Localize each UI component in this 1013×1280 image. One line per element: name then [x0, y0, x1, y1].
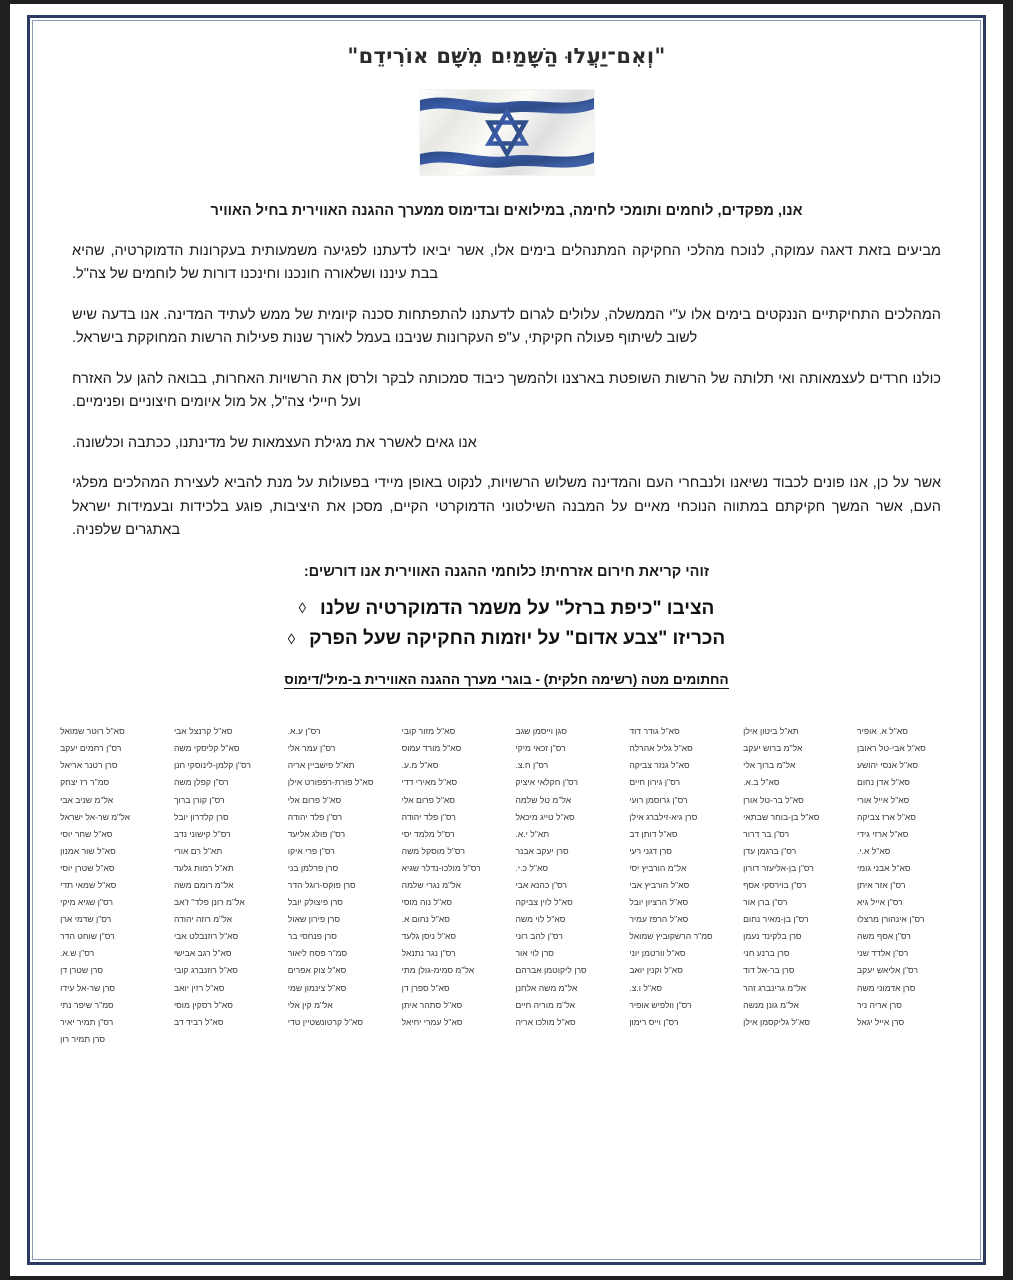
signature-name: רס"ן פלד יהודה [287, 811, 343, 822]
israeli-flag-icon [420, 90, 594, 175]
signature-name: אל"מ ברוך אלי [743, 760, 796, 771]
signature-name: רס"ן קורן ברוך [173, 794, 225, 805]
signature-name: רס"ן אסף משה [857, 931, 911, 942]
diamond-bullet-icon: ◊ [298, 599, 307, 617]
signature-name: סא"ל גליקסמן אילן [743, 1016, 810, 1027]
signature-name: רס"ן וולפיש אופיר [629, 999, 692, 1010]
lede-paragraph: אנו, מפקדים, לוחמים ותומכי לחימה, במילואים ובדימוס ממערך ההגנה האווירית בחיל האוויר [210, 203, 803, 219]
signature-name: רס"ל מוסקל משה [401, 845, 465, 856]
signature-name: סרן קלדרון יובל [173, 811, 229, 822]
signature-name: סא"ל שור אמנון [60, 845, 116, 856]
signature-name: סא"ל מזור קובי [401, 726, 456, 737]
signature-name: סא"ל רגב אבישי [173, 948, 232, 959]
signature-name: רס"ן פולג אליעד [287, 828, 346, 839]
signature-name: סא"ל קליסקי משה [173, 743, 240, 754]
signature-name: רס"ן זכאי מיקי [515, 743, 566, 754]
signature-name: רס"ן עמר אלי [287, 743, 336, 754]
signature-name: אל"מ גרינברג זהר [743, 982, 807, 993]
signature-name: סרן רטנר אריאל [60, 760, 118, 771]
signature-name: סא"ל רוזנבלט אבי [173, 931, 239, 942]
signature-name: סרן פוקס-רוגל הדר [287, 879, 356, 890]
signature-name: סא"ל רוזנברג קובי [173, 965, 238, 976]
signature-name: סא"ל נחום א. [401, 914, 450, 925]
signature-name: סמ"ר רז יצחק [60, 777, 110, 788]
signature-name: סרן ברנע חני [743, 948, 790, 959]
signature-column [60, 723, 156, 1048]
signature-name: סרן תמיר רון [60, 1033, 106, 1044]
body-paragraph-1: מביעים בזאת דאגה עמוקה, לנוכח מהלכי החקיקה המתנהלים בימים אלו, אשר יביאו לדעתנו לפגיעה משמעותית בעקרונות הדמוקרטיה, שהיא בבת עיננו ושלאורה חונכנו וחינכנו דורות של לוחמים של צה"ל. [72, 242, 941, 283]
signature-name: סא"ל וורטמן יוני [629, 948, 686, 959]
signature-name: סרן שטרן דן [60, 965, 104, 976]
signature-name: סרן פירון שאול [287, 914, 340, 925]
signature-name: אל"מ שר-אל ישראל [60, 811, 130, 822]
signature-name: סא"ל גודר דוד [629, 726, 680, 737]
signature-name: סרן פיצולק יובל [287, 897, 343, 908]
body-paragraph-4: אנו גאים לאשרר את מגילת העצמאות של מדינתנו, ככתבה וכלשונה. [72, 434, 477, 451]
signature-name: סא"ל טייג מיכאל [515, 811, 575, 822]
signature-name: רס"ן קלמן-לינוסקי חנן [173, 760, 251, 771]
diamond-bullet-icon: ◊ [287, 630, 296, 648]
signature-name: סא"ל רביד דב [173, 1016, 224, 1027]
signature-name: אל"מ רוזה יהודה [173, 914, 233, 925]
signature-name: סא"ל קרנצל אבי [173, 726, 233, 737]
signature-name: אל"מ סמימ-גולן מתי [401, 965, 475, 976]
signature-name: סא"ל מאירי דדי [401, 777, 458, 788]
signature-name: רס"ן בן-מאיר נחום [743, 914, 809, 925]
signature-name: סא"ל ספרן דן [401, 982, 450, 993]
signature-name: רס"ן ש.א. [60, 948, 95, 959]
signature-name: סא"ל אבני גומי [857, 862, 911, 873]
demand-text-1: הציבו "כיפת ברזל" על משמר הדמוקרטיה שלנו [320, 597, 715, 619]
signature-name: רס"ן אינהורן מרצלו [857, 914, 925, 925]
signature-name: סא"ל ארז צביקה [857, 811, 916, 822]
signature-name: רס"ן קפלן משה [173, 777, 229, 788]
signature-name: סא"ל אייל אורי [857, 794, 910, 805]
signature-name: סא"ל צוק אפרים [287, 965, 347, 976]
signature-name: רס"ן נגר נתנאל [401, 948, 456, 959]
signature-name: רס"ן ברן אור [743, 897, 788, 908]
signature-name: סא"ל דותן דב [629, 828, 678, 839]
signature-name: סא"ל מולכו אריה [515, 1016, 576, 1027]
signature-name: סרן אריה ניר [857, 999, 902, 1010]
signature-name: רס"ן חקלאי איציק [515, 777, 579, 788]
signature-name: סא"ל א.י. [857, 845, 891, 856]
signature-name: סא"ל סתהר איתן [401, 999, 463, 1010]
signature-name: סא"ל לוין צביקה [515, 897, 573, 908]
signature-name: רס"ן גרוסמן רועי [629, 794, 688, 805]
signature-list [54, 723, 959, 1048]
signature-name: סא"ל נוה מוסי [401, 897, 453, 908]
signature-name: סרן דגני רעי [629, 845, 672, 856]
demand-item-1 [54, 594, 959, 625]
signatures-heading-text: החתומים מטה (רשימה חלקית) - בוגרי מערך ההגנה האווירית ב-מיל'/דימוס [284, 672, 729, 688]
signature-name: סא"ל ארזי גידי [857, 828, 909, 839]
signature-name: סא"ל רוטר שמואל [60, 726, 125, 737]
signature-name: סרן בלקינד נעמן [743, 931, 802, 942]
signature-name: אל"מ רומם משה [173, 879, 234, 890]
signature-name: רס"ן רחמים יעקב [60, 743, 122, 754]
page-title: "וְאִם־יַעֲלוּ הַשָּׁמַיִם מִשָּׁם אוֹרִידֵם" [347, 44, 666, 68]
signature-name: סא"ל אדן נחום [857, 777, 910, 788]
signature-name: רס"ן ע.א. [287, 726, 321, 737]
signature-name: רס"ן כהנא אבי [515, 879, 567, 890]
signature-name: סא"ל שמאי תדי [60, 879, 117, 890]
signature-name: סרן אייל יגאל [857, 1016, 905, 1027]
signature-name: סרן ליקוטמן אברהם [515, 965, 587, 976]
signature-name: סא"ל גנזר צביקה [629, 760, 690, 771]
signature-name: רס"ן בוירסקי אסף [743, 879, 807, 890]
signature-name: אל"מ נגרי שלמה [401, 879, 461, 890]
signature-name: סרן בר-אל דוד [743, 965, 795, 976]
document-page [10, 4, 1003, 1276]
signature-name: סרן פרלמן בני [287, 862, 339, 873]
signature-name: סא"ל קרטונשטיין טדי [287, 1016, 364, 1027]
signature-name: סא"ל שחר יוסי [60, 828, 113, 839]
signature-name: סא"ל הרפז עמיר [629, 914, 689, 925]
signature-name: סרן אדמוני משה [857, 982, 916, 993]
signature-name: סא"ל א. אופיר [857, 726, 908, 737]
signature-name: רס"ן שדמי ארן [60, 914, 112, 925]
signature-name: אל"מ רונן פלד" ז'אב [173, 897, 245, 908]
signature-name: רס"ן גירון חיים [629, 777, 681, 788]
signature-name: סא"ל הורביץ אבי [629, 879, 690, 890]
signature-name: סא"ל בר-טל אורן [743, 794, 804, 805]
signature-name: סא"ל מ.ע. [401, 760, 439, 771]
signature-name: רס"ן וייס רימון [629, 1016, 679, 1027]
signature-name: סא"ל וקנין יואב [629, 965, 683, 976]
signature-name: רס"ן ח.צ. [515, 760, 549, 771]
signature-name: רס"ן שוחט הדר [60, 931, 115, 942]
signature-column [743, 723, 839, 1048]
signature-name: רס"ן תמיר יאיר [60, 1016, 114, 1027]
signature-name: סא"ל ו.צ. [629, 982, 663, 993]
signature-name: סא"ל כ.י. [515, 862, 549, 873]
signature-name: סא"ל ניסן גלעד [401, 931, 457, 942]
signature-name: רס"ל מלמד יסי [401, 828, 455, 839]
signature-name: סא"ל בן-בוחר שבתאי [743, 811, 820, 822]
signature-name: סא"ל פורת-רפפורט אילן [287, 777, 374, 788]
signature-name: סא"ל פרום אלי [287, 794, 342, 805]
signature-name: תא"ל רמות גלעד [173, 862, 234, 873]
body-paragraph-3: כולנו חרדים לעצמאותה ואי תלותה של הרשות השופטת בארצנו ולהמשך כיבוד סמכותה לבקר ולרסן את הרשויות האחרות, בבואה להגן על האזרח ועל חיילי צה"ל, אל מול איומים חיצוניים ופנימיים. [72, 370, 941, 411]
demands-list [54, 594, 959, 656]
signature-name: רס"ל מולכו-נדלר שגיא [401, 862, 481, 873]
signature-name: תא"ל י.א. [515, 828, 550, 839]
signature-name: רס"ן אייל גיא [857, 897, 903, 908]
signature-name: סא"ל גליל אהרלה [629, 743, 693, 754]
signature-name: סרן יעקב אבנר [515, 845, 569, 856]
signature-name: סא"ל פרום אלי [401, 794, 455, 805]
emergency-callout: זוהי קריאת חירום אזרחית! כלוחמי ההגנה האווירית אנו דורשים: [303, 563, 710, 580]
signature-name: רס"ן אלדד שני [857, 948, 909, 959]
signature-column [288, 723, 384, 1048]
signature-name: תא"ל פישביין אריה [287, 760, 355, 771]
signature-name: רס"ן אליאש יעקב [857, 965, 918, 976]
signature-name: סא"ל לוי משה [515, 914, 566, 925]
signature-name: רס"ן פרי איקו [287, 845, 335, 856]
signature-name: סא"ל צינמון שמי [287, 982, 347, 993]
signature-name: סא"ל רזין יואב [173, 982, 225, 993]
signature-column [402, 723, 498, 1048]
flag-container [54, 90, 959, 175]
signature-column [515, 723, 611, 1048]
signature-name: רס"ל קישוני נדב [173, 828, 231, 839]
signature-name: אל"מ שניב אבי [60, 794, 114, 805]
signature-name: סרן לוי אור [515, 948, 554, 959]
signature-name: סא"ל אנסי יהושע [857, 760, 919, 771]
signature-name: אל"מ הורביץ יסי [629, 862, 687, 873]
signature-name: אל"מ ברוש יעקב [743, 743, 803, 754]
signature-name: סא"ל רסקין מוסי [173, 999, 233, 1010]
signature-name: רס"ן להב רוני [515, 931, 563, 942]
signature-name: סמ"ר הרשקוביץ שמואל [629, 931, 713, 942]
signature-name: אל"מ מוריה חיים [515, 999, 575, 1010]
signature-name: תא"ל ביטון אילן [743, 726, 799, 737]
signature-name: סא"ל אבי-טל ראובן [857, 743, 926, 754]
signature-name: סרן גיא-זילברג אילן [629, 811, 698, 822]
signature-name: סרן פנחסי בר [287, 931, 337, 942]
signature-name: סא"ל עמרי יחיאל [401, 1016, 463, 1027]
signature-column [857, 723, 953, 1048]
signature-name: רס"ן בר דרור [743, 828, 790, 839]
signature-name: רס"ן פלד יהודה [401, 811, 456, 822]
document-content [54, 30, 959, 1250]
signature-name: רס"ן שגיא מיקי [60, 897, 113, 908]
signature-column [629, 723, 725, 1048]
signature-name: סרן שר-אל עידו [60, 982, 116, 993]
signature-name: אל"מ משה אלחנן [515, 982, 578, 993]
signature-name: תא"ל רם אורי [173, 845, 223, 856]
signature-name: אל"מ קין אלי [287, 999, 333, 1010]
signature-name: סמ"ר פסח ליאור [287, 948, 348, 959]
signatures-heading [54, 672, 959, 687]
signature-name: אל"מ גונן מנשה [743, 999, 799, 1010]
body-paragraph-5: אשר על כן, אנו פונים לכבוד נשיאנו ולנבחרי העם והמדינה משלוש הרשויות, לנקוט באופן מיידי בפעולות על מנת להביא לעצירת המהלכים מפלגי העם, אשר המשך חקיקתם במתווה הנוכחי מאיים על המבנה השילטוני הדמוקרטי הקיים, מסכן את היציבות, פוגע בלכידות ובעמידות ישראל באתגרים שלפניה. [72, 475, 941, 539]
signature-name: סגן וייסמן שגב [515, 726, 567, 737]
signature-name: סא"ל ב.א. [743, 777, 780, 788]
signature-column [174, 723, 270, 1048]
signature-name: סא"ל הרציון יובל [629, 897, 689, 908]
body-paragraph-2: המהלכים התחיקתיים הננקטים בימים אלו ע"י הממשלה, עלולים לגרום לדעתנו להתפתחות סכנה קיומית של ממש לעתיד המדינה. אנו בדעה שיש לשוב לשיתוף פעולה חקיקתי, ע"פ העקרונות שניבנו בעמל לאורך שנות פעילות הרשות המחוקקת בישראל. [72, 306, 941, 347]
demand-item-2 [54, 624, 959, 655]
signature-name: סא"ל שטרן יוסי [60, 862, 115, 873]
signature-name: אל"מ טל שלמה [515, 794, 572, 805]
signature-name: רס"ן אזר איתן [857, 879, 906, 890]
signature-name: סא"ל מורד עמוס [401, 743, 462, 754]
demand-text-2: הכריזו "צבע אדום" על יוזמות החקיקה שעל הפרק [309, 628, 726, 650]
signature-name: סמ"ר שיפר נתי [60, 999, 114, 1010]
signature-name: רס"ן ברגמן עדן [743, 845, 797, 856]
signature-name: רס"ן בן-אליעזר דורון [743, 862, 814, 873]
